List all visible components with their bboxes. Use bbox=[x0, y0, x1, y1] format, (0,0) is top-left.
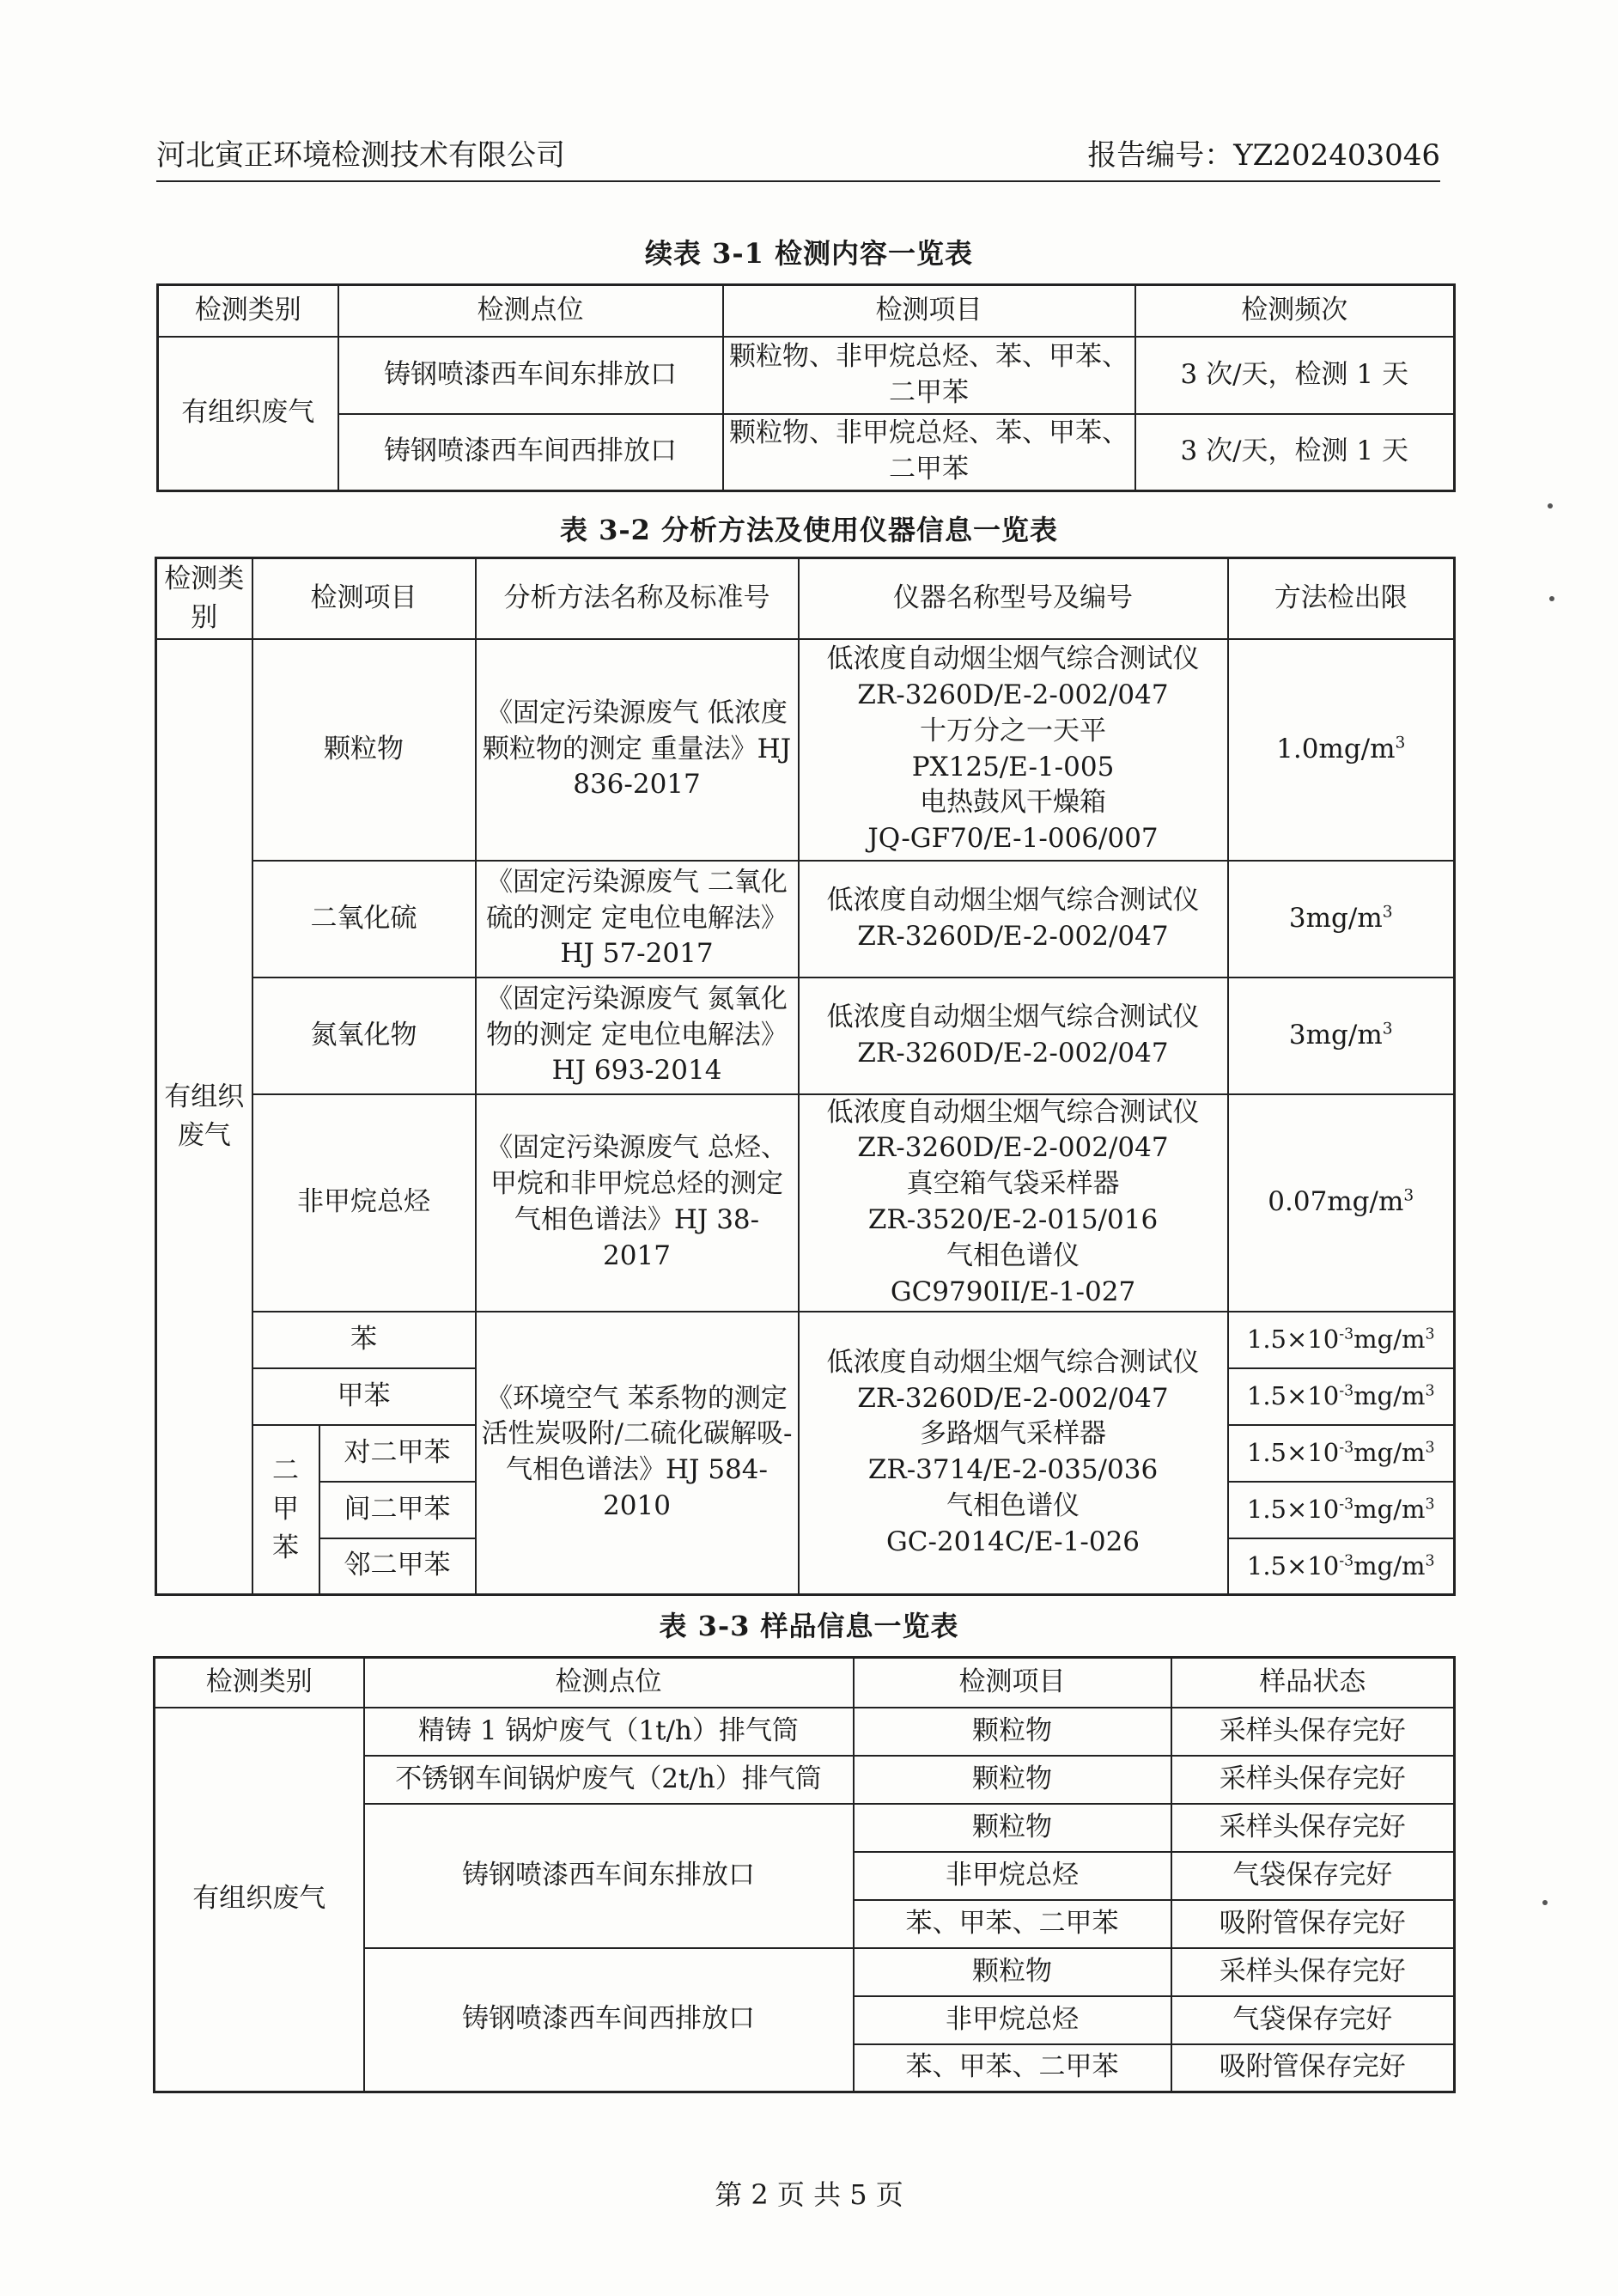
instrument-line: 低浓度自动烟尘烟气综合测试仪 bbox=[826, 1001, 1200, 1032]
instrument-line: ZR-3260D/E-2-002/047 bbox=[857, 920, 1169, 952]
table32-item: 颗粒物 bbox=[252, 639, 476, 861]
instrument-line: ZR-3714/E-2-035/036 bbox=[867, 1454, 1159, 1486]
table33-item: 颗粒物 bbox=[854, 1756, 1171, 1804]
table31-category: 有组织废气 bbox=[158, 337, 338, 491]
instrument-line: ZR-3260D/E-2-002/047 bbox=[857, 1382, 1169, 1414]
table33-point: 精铸 1 锅炉废气（1t/h）排气筒 bbox=[364, 1708, 854, 1756]
table32-instruments bbox=[799, 1094, 1228, 1312]
instrument-line: 电热鼓风干燥箱 bbox=[920, 787, 1106, 819]
instrument-line: 真空箱气袋采样器 bbox=[906, 1168, 1120, 1200]
table31-header: 检测点位 bbox=[338, 285, 723, 337]
table33-state: 气袋保存完好 bbox=[1171, 1996, 1455, 2044]
company-name: 河北寅正环境检测技术有限公司 bbox=[156, 138, 565, 173]
instrument-line: JQ-GF70/E-1-006/007 bbox=[867, 823, 1159, 855]
instrument-line: 低浓度自动烟尘烟气综合测试仪 bbox=[826, 1096, 1200, 1128]
table32-item: 二氧化硫 bbox=[252, 861, 476, 977]
table32-limit: $0.07mg/m^3$ bbox=[1228, 1094, 1455, 1312]
instrument-line: 低浓度自动烟尘烟气综合测试仪 bbox=[826, 1346, 1200, 1378]
instrument-line: ZR-3520/E-2-015/016 bbox=[867, 1204, 1159, 1236]
instrument-line: ZR-3260D/E-2-002/047 bbox=[857, 1037, 1169, 1069]
table32-limit: $1.5\times 10^{-3}mg/m^3$ bbox=[1228, 1312, 1455, 1368]
table32-limit: $3mg/m^3$ bbox=[1228, 977, 1455, 1094]
table33-item: 苯、甲苯、二甲苯 bbox=[854, 1900, 1171, 1948]
table31-point: 铸钢喷漆西车间东排放口 bbox=[338, 337, 723, 414]
table31-header: 检测项目 bbox=[723, 285, 1135, 337]
table33-state: 采样头保存完好 bbox=[1171, 1804, 1455, 1852]
table33-item: 非甲烷总烃 bbox=[854, 1852, 1171, 1900]
table32-header: 检测项目 bbox=[252, 558, 476, 639]
table32-method: 《固定污染源废气 总烃、甲烷和非甲烷总烃的测定 气相色谱法》HJ 38-2017 bbox=[476, 1094, 799, 1312]
table33-state: 吸附管保存完好 bbox=[1171, 1900, 1455, 1948]
table32-method: 《固定污染源废气 氮氧化物的测定 定电位电解法》HJ 693-2014 bbox=[476, 977, 799, 1094]
table31-header: 检测类别 bbox=[158, 285, 338, 337]
table32-header: 方法检出限 bbox=[1228, 558, 1455, 639]
table32-method: 《固定污染源废气 二氧化硫的测定 定电位电解法》HJ 57-2017 bbox=[476, 861, 799, 977]
table33-item: 颗粒物 bbox=[854, 1804, 1171, 1852]
table32-item: 非甲烷总烃 bbox=[252, 1094, 476, 1312]
table33-point: 铸钢喷漆西车间西排放口 bbox=[364, 1948, 854, 2092]
table33-state: 采样头保存完好 bbox=[1171, 1948, 1455, 1996]
table32-limit: $1.0mg/m^3$ bbox=[1228, 639, 1455, 861]
table33-point: 铸钢喷漆西车间东排放口 bbox=[364, 1804, 854, 1948]
instrument-line: 十万分之一天平 bbox=[920, 715, 1106, 746]
table32-item: 间二甲苯 bbox=[319, 1482, 476, 1538]
table32-header: 分析方法名称及标准号 bbox=[476, 558, 799, 639]
table31-items: 颗粒物、非甲烷总烃、苯、甲苯、二甲苯 bbox=[723, 337, 1135, 414]
instrument-line: 气相色谱仪 bbox=[946, 1490, 1080, 1522]
table32-item: 邻二甲苯 bbox=[319, 1538, 476, 1595]
table32-header: 检测类别 bbox=[156, 558, 252, 639]
table32-limit: $1.5\times 10^{-3}mg/m^3$ bbox=[1228, 1425, 1455, 1482]
table33 bbox=[153, 1656, 1456, 2093]
table32-item: 对二甲苯 bbox=[319, 1425, 476, 1482]
table33-header: 检测项目 bbox=[854, 1658, 1171, 1708]
table32-item: 苯 bbox=[252, 1312, 476, 1368]
table32-instruments bbox=[799, 861, 1228, 977]
scan-speck bbox=[1542, 1900, 1548, 1905]
table32-item: 甲苯 bbox=[252, 1368, 476, 1425]
table32-category: 有组织废气 bbox=[156, 639, 252, 1595]
table31-items: 颗粒物、非甲烷总烃、苯、甲苯、二甲苯 bbox=[723, 414, 1135, 491]
table33-header: 检测点位 bbox=[364, 1658, 854, 1708]
table33-state: 采样头保存完好 bbox=[1171, 1708, 1455, 1756]
instrument-line: ZR-3260D/E-2-002/047 bbox=[857, 1132, 1169, 1164]
instrument-line: GC-2014C/E-1-026 bbox=[885, 1526, 1141, 1557]
instrument-line: ZR-3260D/E-2-002/047 bbox=[857, 679, 1169, 710]
table33-item: 颗粒物 bbox=[854, 1948, 1171, 1996]
table32-limit: $1.5\times 10^{-3}mg/m^3$ bbox=[1228, 1482, 1455, 1538]
table32-limit: $3mg/m^3$ bbox=[1228, 861, 1455, 977]
table33-caption: 表 3-3 样品信息一览表 bbox=[659, 1610, 959, 1642]
table32-item: 氮氧化物 bbox=[252, 977, 476, 1094]
instrument-line: 低浓度自动烟尘烟气综合测试仪 bbox=[826, 643, 1200, 674]
table31-caption: 续表 3-1 检测内容一览表 bbox=[644, 237, 974, 270]
instrument-line: PX125/E-1-005 bbox=[911, 751, 1115, 783]
table32-caption: 表 3-2 分析方法及使用仪器信息一览表 bbox=[559, 514, 1059, 546]
page-header bbox=[156, 129, 1440, 182]
table33-header: 样品状态 bbox=[1171, 1658, 1455, 1708]
instrument-line: 气相色谱仪 bbox=[946, 1239, 1080, 1271]
table32-limit: $1.5\times 10^{-3}mg/m^3$ bbox=[1228, 1538, 1455, 1595]
table33-item: 非甲烷总烃 bbox=[854, 1996, 1171, 2044]
instrument-line: 低浓度自动烟尘烟气综合测试仪 bbox=[826, 884, 1200, 916]
table31-header: 检测频次 bbox=[1135, 285, 1455, 337]
table33-category: 有组织废气 bbox=[155, 1708, 364, 2092]
table33-state: 气袋保存完好 bbox=[1171, 1852, 1455, 1900]
table32-method: 《固定污染源废气 低浓度颗粒物的测定 重量法》HJ 836-2017 bbox=[476, 639, 799, 861]
table31 bbox=[156, 283, 1456, 492]
report-number: 报告编号：YZ202403046 bbox=[1087, 138, 1440, 173]
table32 bbox=[155, 557, 1456, 1596]
table32-instruments bbox=[799, 639, 1228, 861]
scan-speck bbox=[1549, 596, 1554, 601]
table32-instruments bbox=[799, 977, 1228, 1094]
instrument-line: GC9790II/E-1-027 bbox=[890, 1276, 1136, 1307]
table32-limit: $1.5\times 10^{-3}mg/m^3$ bbox=[1228, 1368, 1455, 1425]
xylene-group-label: 二甲苯 bbox=[252, 1425, 319, 1595]
table31-frequency: 3 次/天，检测 1 天 bbox=[1135, 414, 1455, 491]
table33-item: 苯、甲苯、二甲苯 bbox=[854, 2044, 1171, 2092]
table33-state: 吸附管保存完好 bbox=[1171, 2044, 1455, 2092]
table32-method: 《环境空气 苯系物的测定 活性炭吸附/二硫化碳解吸-气相色谱法》HJ 584-2010 bbox=[476, 1312, 799, 1595]
table33-point: 不锈钢车间锅炉废气（2t/h）排气筒 bbox=[364, 1756, 854, 1804]
table31-frequency: 3 次/天，检测 1 天 bbox=[1135, 337, 1455, 414]
table33-item: 颗粒物 bbox=[854, 1708, 1171, 1756]
table33-state: 采样头保存完好 bbox=[1171, 1756, 1455, 1804]
instrument-line: 多路烟气采样器 bbox=[920, 1418, 1106, 1450]
page-footer: 第 2 页 共 5 页 bbox=[715, 2178, 903, 2211]
table32-instruments bbox=[799, 1312, 1228, 1595]
table32-header: 仪器名称型号及编号 bbox=[799, 558, 1228, 639]
scan-speck bbox=[1548, 503, 1553, 509]
table31-point: 铸钢喷漆西车间西排放口 bbox=[338, 414, 723, 491]
table33-header: 检测类别 bbox=[155, 1658, 364, 1708]
